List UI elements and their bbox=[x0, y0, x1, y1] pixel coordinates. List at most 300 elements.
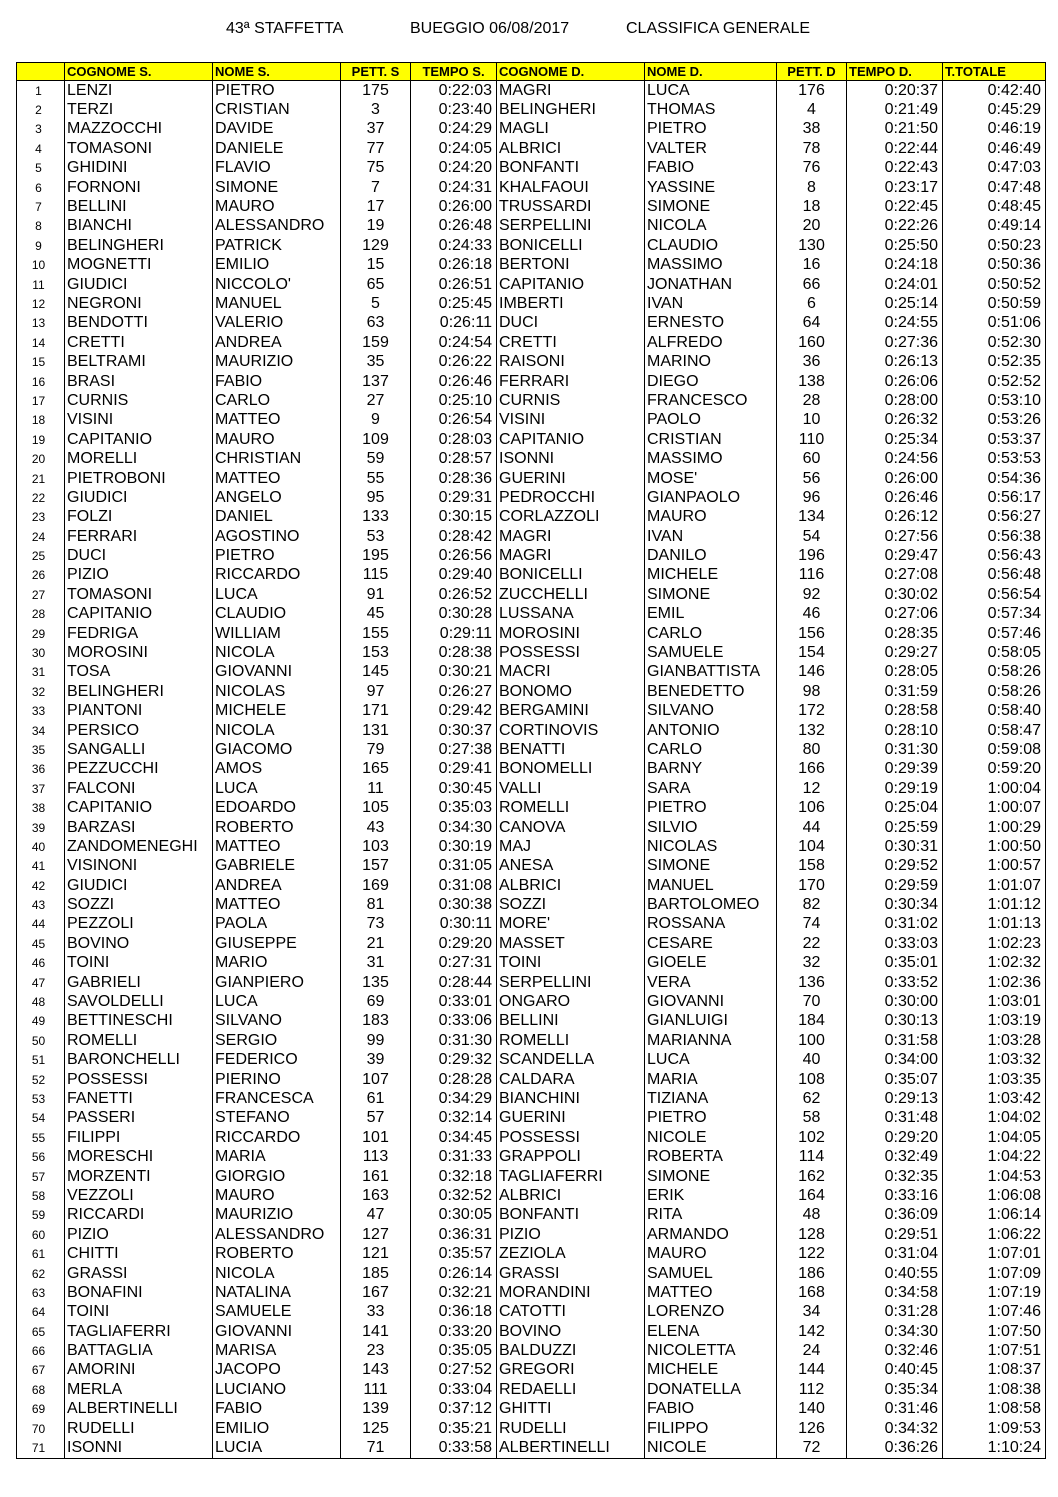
cell-rank: 30 bbox=[17, 643, 65, 662]
cell-bib-d: 4 bbox=[777, 100, 847, 119]
cell-name-d: ELENA bbox=[645, 1322, 777, 1341]
cell-surname-s: ROMELLI bbox=[65, 1031, 213, 1050]
cell-rank: 6 bbox=[17, 178, 65, 197]
cell-name-d: CESARE bbox=[645, 934, 777, 953]
cell-total-time: 1:03:35 bbox=[943, 1070, 1046, 1089]
cell-name-d: NICOLETTA bbox=[645, 1341, 777, 1360]
cell-surname-d: CURNIS bbox=[497, 391, 645, 410]
cell-surname-d: ROMELLI bbox=[497, 1031, 645, 1050]
cell-rank: 23 bbox=[17, 508, 65, 527]
cell-rank: 5 bbox=[17, 159, 65, 178]
cell-surname-d: ONGARO bbox=[497, 992, 645, 1011]
table-row bbox=[17, 527, 1046, 546]
cell-name-d: MATTEO bbox=[645, 1283, 777, 1302]
cell-surname-d: VISINI bbox=[497, 411, 645, 430]
results-body bbox=[17, 81, 1046, 1459]
cell-name-d: FABIO bbox=[645, 159, 777, 178]
col-header-surname-d: COGNOME D. bbox=[497, 63, 645, 81]
cell-bib-s: 37 bbox=[341, 120, 411, 139]
table-row bbox=[17, 1438, 1046, 1458]
cell-rank: 42 bbox=[17, 876, 65, 895]
cell-time-s: 0:26:51 bbox=[411, 275, 497, 294]
cell-rank: 38 bbox=[17, 798, 65, 817]
cell-bib-d: 56 bbox=[777, 469, 847, 488]
cell-surname-s: FERRARI bbox=[65, 527, 213, 546]
cell-surname-d: FERRARI bbox=[497, 372, 645, 391]
cell-surname-s: BELLINI bbox=[65, 197, 213, 216]
cell-surname-d: SCANDELLA bbox=[497, 1051, 645, 1070]
cell-surname-s: FOLZI bbox=[65, 508, 213, 527]
cell-rank: 14 bbox=[17, 333, 65, 352]
cell-time-d: 0:40:45 bbox=[847, 1361, 943, 1380]
cell-bib-s: 165 bbox=[341, 760, 411, 779]
cell-rank: 45 bbox=[17, 934, 65, 953]
cell-time-d: 0:22:45 bbox=[847, 197, 943, 216]
cell-surname-s: BOVINO bbox=[65, 934, 213, 953]
cell-bib-s: 69 bbox=[341, 992, 411, 1011]
cell-total-time: 0:53:10 bbox=[943, 391, 1046, 410]
cell-bib-s: 135 bbox=[341, 973, 411, 992]
cell-name-s: LUCA bbox=[213, 585, 341, 604]
cell-rank: 34 bbox=[17, 721, 65, 740]
cell-name-d: RITA bbox=[645, 1206, 777, 1225]
table-row bbox=[17, 391, 1046, 410]
cell-bib-s: 185 bbox=[341, 1264, 411, 1283]
cell-surname-s: BARONCHELLI bbox=[65, 1051, 213, 1070]
cell-surname-s: NEGRONI bbox=[65, 294, 213, 313]
cell-surname-s: GIUDICI bbox=[65, 275, 213, 294]
cell-name-d: ALFREDO bbox=[645, 333, 777, 352]
cell-name-s: GIANPIERO bbox=[213, 973, 341, 992]
cell-total-time: 0:45:29 bbox=[943, 100, 1046, 119]
cell-rank: 47 bbox=[17, 973, 65, 992]
cell-bib-s: 169 bbox=[341, 876, 411, 895]
cell-total-time: 0:57:46 bbox=[943, 624, 1046, 643]
cell-bib-s: 19 bbox=[341, 217, 411, 236]
cell-surname-s: BONAFINI bbox=[65, 1283, 213, 1302]
cell-surname-d: BONICELLI bbox=[497, 566, 645, 585]
cell-bib-d: 54 bbox=[777, 527, 847, 546]
cell-surname-s: CURNIS bbox=[65, 391, 213, 410]
cell-bib-d: 34 bbox=[777, 1303, 847, 1322]
cell-rank: 18 bbox=[17, 411, 65, 430]
cell-surname-s: BARZASI bbox=[65, 818, 213, 837]
cell-bib-d: 156 bbox=[777, 624, 847, 643]
cell-surname-s: DUCI bbox=[65, 546, 213, 565]
cell-name-d: MARIANNA bbox=[645, 1031, 777, 1050]
cell-time-d: 0:33:03 bbox=[847, 934, 943, 953]
cell-name-s: ALESSANDRO bbox=[213, 217, 341, 236]
cell-name-d: MASSIMO bbox=[645, 256, 777, 275]
cell-time-s: 0:35:57 bbox=[411, 1244, 497, 1263]
table-row bbox=[17, 1128, 1046, 1147]
cell-total-time: 1:08:38 bbox=[943, 1380, 1046, 1399]
cell-bib-d: 78 bbox=[777, 139, 847, 158]
cell-surname-s: TOINI bbox=[65, 954, 213, 973]
cell-name-s: DANIEL bbox=[213, 508, 341, 527]
cell-name-d: ANTONIO bbox=[645, 721, 777, 740]
cell-bib-d: 146 bbox=[777, 663, 847, 682]
table-row bbox=[17, 585, 1046, 604]
cell-surname-s: CHITTI bbox=[65, 1244, 213, 1263]
col-header-name-s: NOME S. bbox=[213, 63, 341, 81]
cell-bib-d: 104 bbox=[777, 837, 847, 856]
cell-time-d: 0:29:59 bbox=[847, 876, 943, 895]
cell-total-time: 0:58:26 bbox=[943, 663, 1046, 682]
cell-surname-s: PEZZUCCHI bbox=[65, 760, 213, 779]
cell-time-d: 0:28:35 bbox=[847, 624, 943, 643]
cell-surname-d: ALBRICI bbox=[497, 139, 645, 158]
cell-name-d: YASSINE bbox=[645, 178, 777, 197]
cell-rank: 67 bbox=[17, 1361, 65, 1380]
table-row bbox=[17, 1244, 1046, 1263]
table-row bbox=[17, 1341, 1046, 1360]
cell-time-s: 0:25:10 bbox=[411, 391, 497, 410]
cell-name-d: ROSSANA bbox=[645, 915, 777, 934]
cell-time-d: 0:22:26 bbox=[847, 217, 943, 236]
cell-time-s: 0:34:29 bbox=[411, 1089, 497, 1108]
cell-surname-d: BONOMELLI bbox=[497, 760, 645, 779]
table-row bbox=[17, 256, 1046, 275]
cell-rank: 11 bbox=[17, 275, 65, 294]
cell-bib-d: 22 bbox=[777, 934, 847, 953]
cell-time-d: 0:23:17 bbox=[847, 178, 943, 197]
cell-surname-d: IMBERTI bbox=[497, 294, 645, 313]
cell-time-s: 0:35:05 bbox=[411, 1341, 497, 1360]
cell-total-time: 1:01:07 bbox=[943, 876, 1046, 895]
cell-rank: 25 bbox=[17, 546, 65, 565]
cell-surname-d: GUERINI bbox=[497, 469, 645, 488]
cell-total-time: 1:04:22 bbox=[943, 1147, 1046, 1166]
cell-bib-s: 43 bbox=[341, 818, 411, 837]
cell-rank: 62 bbox=[17, 1264, 65, 1283]
cell-surname-d: GHITTI bbox=[497, 1400, 645, 1419]
cell-time-s: 0:34:45 bbox=[411, 1128, 497, 1147]
cell-surname-s: GIUDICI bbox=[65, 488, 213, 507]
cell-total-time: 1:08:37 bbox=[943, 1361, 1046, 1380]
table-row bbox=[17, 294, 1046, 313]
cell-rank: 68 bbox=[17, 1380, 65, 1399]
cell-surname-s: FALCONI bbox=[65, 779, 213, 798]
table-row bbox=[17, 702, 1046, 721]
cell-bib-d: 74 bbox=[777, 915, 847, 934]
cell-surname-s: GABRIELI bbox=[65, 973, 213, 992]
cell-name-d: BENEDETTO bbox=[645, 682, 777, 701]
cell-name-d: MANUEL bbox=[645, 876, 777, 895]
cell-name-s: ROBERTO bbox=[213, 818, 341, 837]
cell-surname-d: GREGORI bbox=[497, 1361, 645, 1380]
cell-time-d: 0:25:50 bbox=[847, 236, 943, 255]
cell-time-d: 0:30:31 bbox=[847, 837, 943, 856]
cell-time-s: 0:32:18 bbox=[411, 1167, 497, 1186]
cell-name-d: ERIK bbox=[645, 1186, 777, 1205]
cell-bib-s: 139 bbox=[341, 1400, 411, 1419]
cell-total-time: 0:53:37 bbox=[943, 430, 1046, 449]
cell-bib-s: 73 bbox=[341, 915, 411, 934]
cell-bib-d: 58 bbox=[777, 1109, 847, 1128]
table-row bbox=[17, 100, 1046, 119]
cell-name-s: WILLIAM bbox=[213, 624, 341, 643]
cell-bib-s: 157 bbox=[341, 857, 411, 876]
cell-surname-s: FEDRIGA bbox=[65, 624, 213, 643]
cell-time-s: 0:24:31 bbox=[411, 178, 497, 197]
cell-bib-d: 8 bbox=[777, 178, 847, 197]
cell-bib-s: 9 bbox=[341, 411, 411, 430]
cell-bib-s: 5 bbox=[341, 294, 411, 313]
cell-bib-s: 33 bbox=[341, 1303, 411, 1322]
cell-name-d: MOSE' bbox=[645, 469, 777, 488]
cell-surname-s: TOMASONI bbox=[65, 585, 213, 604]
cell-bib-s: 167 bbox=[341, 1283, 411, 1302]
cell-name-s: MANUEL bbox=[213, 294, 341, 313]
table-row bbox=[17, 837, 1046, 856]
cell-time-s: 0:26:46 bbox=[411, 372, 497, 391]
table-row bbox=[17, 954, 1046, 973]
cell-total-time: 0:42:40 bbox=[943, 81, 1046, 101]
cell-surname-d: GRAPPOLI bbox=[497, 1147, 645, 1166]
cell-surname-s: ALBERTINELLI bbox=[65, 1400, 213, 1419]
cell-surname-s: GRASSI bbox=[65, 1264, 213, 1283]
cell-bib-d: 144 bbox=[777, 1361, 847, 1380]
cell-bib-d: 106 bbox=[777, 798, 847, 817]
cell-time-d: 0:29:47 bbox=[847, 546, 943, 565]
cell-name-s: AGOSTINO bbox=[213, 527, 341, 546]
cell-surname-d: GRASSI bbox=[497, 1264, 645, 1283]
cell-total-time: 1:02:36 bbox=[943, 973, 1046, 992]
cell-name-s: SIMONE bbox=[213, 178, 341, 197]
cell-total-time: 0:50:23 bbox=[943, 236, 1046, 255]
cell-bib-d: 82 bbox=[777, 895, 847, 914]
cell-rank: 32 bbox=[17, 682, 65, 701]
cell-time-s: 0:29:42 bbox=[411, 702, 497, 721]
cell-bib-s: 57 bbox=[341, 1109, 411, 1128]
cell-rank: 12 bbox=[17, 294, 65, 313]
cell-total-time: 1:06:22 bbox=[943, 1225, 1046, 1244]
cell-time-s: 0:31:08 bbox=[411, 876, 497, 895]
table-row bbox=[17, 973, 1046, 992]
cell-total-time: 1:04:02 bbox=[943, 1109, 1046, 1128]
table-row bbox=[17, 798, 1046, 817]
col-header-bib-d: PETT. D bbox=[777, 63, 847, 81]
table-row bbox=[17, 876, 1046, 895]
table-row bbox=[17, 992, 1046, 1011]
cell-bib-d: 40 bbox=[777, 1051, 847, 1070]
cell-bib-s: 113 bbox=[341, 1147, 411, 1166]
cell-surname-s: BELINGHERI bbox=[65, 236, 213, 255]
cell-surname-d: BELINGHERI bbox=[497, 100, 645, 119]
cell-name-s: PIERINO bbox=[213, 1070, 341, 1089]
cell-bib-s: 65 bbox=[341, 275, 411, 294]
col-header-time-d: TEMPO D. bbox=[847, 63, 943, 81]
cell-surname-d: ROMELLI bbox=[497, 798, 645, 817]
cell-rank: 20 bbox=[17, 449, 65, 468]
table-row bbox=[17, 1400, 1046, 1419]
cell-surname-s: TERZI bbox=[65, 100, 213, 119]
cell-total-time: 0:54:36 bbox=[943, 469, 1046, 488]
cell-surname-d: MACRI bbox=[497, 663, 645, 682]
cell-time-s: 0:28:28 bbox=[411, 1070, 497, 1089]
table-row bbox=[17, 760, 1046, 779]
table-row bbox=[17, 895, 1046, 914]
cell-time-s: 0:30:19 bbox=[411, 837, 497, 856]
cell-name-s: DAVIDE bbox=[213, 120, 341, 139]
cell-bib-d: 164 bbox=[777, 1186, 847, 1205]
cell-rank: 53 bbox=[17, 1089, 65, 1108]
cell-time-s: 0:26:00 bbox=[411, 197, 497, 216]
cell-surname-d: VALLI bbox=[497, 779, 645, 798]
cell-bib-s: 159 bbox=[341, 333, 411, 352]
cell-name-s: EMILIO bbox=[213, 1419, 341, 1438]
cell-time-s: 0:30:21 bbox=[411, 663, 497, 682]
cell-surname-s: BETTINESCHI bbox=[65, 1012, 213, 1031]
cell-surname-d: SERPELLINI bbox=[497, 217, 645, 236]
cell-total-time: 1:01:12 bbox=[943, 895, 1046, 914]
cell-surname-d: MAGRI bbox=[497, 81, 645, 101]
table-row bbox=[17, 1186, 1046, 1205]
cell-surname-s: AMORINI bbox=[65, 1361, 213, 1380]
cell-bib-s: 161 bbox=[341, 1167, 411, 1186]
cell-time-s: 0:33:06 bbox=[411, 1012, 497, 1031]
cell-total-time: 0:52:35 bbox=[943, 352, 1046, 371]
cell-time-s: 0:28:36 bbox=[411, 469, 497, 488]
cell-total-time: 0:59:20 bbox=[943, 760, 1046, 779]
cell-bib-s: 91 bbox=[341, 585, 411, 604]
cell-total-time: 1:04:05 bbox=[943, 1128, 1046, 1147]
cell-name-s: LUCIA bbox=[213, 1438, 341, 1458]
cell-time-s: 0:35:21 bbox=[411, 1419, 497, 1438]
cell-time-s: 0:24:54 bbox=[411, 333, 497, 352]
cell-name-s: NICOLA bbox=[213, 721, 341, 740]
cell-total-time: 1:03:19 bbox=[943, 1012, 1046, 1031]
cell-bib-s: 153 bbox=[341, 643, 411, 662]
event-title: 43ª STAFFETTA bbox=[226, 20, 344, 37]
cell-surname-s: LENZI bbox=[65, 81, 213, 101]
cell-time-d: 0:30:13 bbox=[847, 1012, 943, 1031]
cell-name-s: PIETRO bbox=[213, 81, 341, 101]
cell-rank: 27 bbox=[17, 585, 65, 604]
cell-time-d: 0:29:20 bbox=[847, 1128, 943, 1147]
cell-name-s: LUCA bbox=[213, 779, 341, 798]
cell-name-s: MATTEO bbox=[213, 411, 341, 430]
cell-name-s: GIORGIO bbox=[213, 1167, 341, 1186]
cell-bib-d: 36 bbox=[777, 352, 847, 371]
cell-surname-d: BONFANTI bbox=[497, 159, 645, 178]
cell-name-d: SIMONE bbox=[645, 197, 777, 216]
table-row bbox=[17, 469, 1046, 488]
cell-surname-s: ISONNI bbox=[65, 1438, 213, 1458]
cell-surname-s: CAPITANIO bbox=[65, 798, 213, 817]
table-row bbox=[17, 1109, 1046, 1128]
cell-total-time: 1:03:32 bbox=[943, 1051, 1046, 1070]
cell-surname-s: SAVOLDELLI bbox=[65, 992, 213, 1011]
cell-rank: 54 bbox=[17, 1109, 65, 1128]
cell-total-time: 0:58:05 bbox=[943, 643, 1046, 662]
cell-surname-s: GHIDINI bbox=[65, 159, 213, 178]
cell-bib-s: 75 bbox=[341, 159, 411, 178]
cell-name-d: SAMUELE bbox=[645, 643, 777, 662]
cell-rank: 4 bbox=[17, 139, 65, 158]
cell-name-s: GIACOMO bbox=[213, 740, 341, 759]
table-row bbox=[17, 314, 1046, 333]
cell-name-s: MAURO bbox=[213, 430, 341, 449]
cell-bib-s: 127 bbox=[341, 1225, 411, 1244]
cell-surname-d: MORANDINI bbox=[497, 1283, 645, 1302]
cell-bib-d: 132 bbox=[777, 721, 847, 740]
table-row bbox=[17, 546, 1046, 565]
cell-rank: 10 bbox=[17, 256, 65, 275]
cell-surname-s: VEZZOLI bbox=[65, 1186, 213, 1205]
cell-total-time: 1:07:46 bbox=[943, 1303, 1046, 1322]
cell-rank: 37 bbox=[17, 779, 65, 798]
cell-total-time: 1:00:29 bbox=[943, 818, 1046, 837]
table-row bbox=[17, 1322, 1046, 1341]
cell-surname-d: BERGAMINI bbox=[497, 702, 645, 721]
cell-time-d: 0:36:26 bbox=[847, 1438, 943, 1458]
cell-time-s: 0:31:30 bbox=[411, 1031, 497, 1050]
cell-surname-d: CATOTTI bbox=[497, 1303, 645, 1322]
cell-bib-s: 195 bbox=[341, 546, 411, 565]
cell-time-d: 0:31:48 bbox=[847, 1109, 943, 1128]
cell-surname-s: PASSERI bbox=[65, 1109, 213, 1128]
cell-surname-d: ALBERTINELLI bbox=[497, 1438, 645, 1458]
cell-name-s: CARLO bbox=[213, 391, 341, 410]
cell-time-d: 0:26:46 bbox=[847, 488, 943, 507]
cell-rank: 9 bbox=[17, 236, 65, 255]
cell-time-d: 0:35:07 bbox=[847, 1070, 943, 1089]
cell-rank: 21 bbox=[17, 469, 65, 488]
cell-bib-d: 196 bbox=[777, 546, 847, 565]
cell-bib-d: 70 bbox=[777, 992, 847, 1011]
cell-surname-d: ZEZIOLA bbox=[497, 1244, 645, 1263]
cell-time-s: 0:27:31 bbox=[411, 954, 497, 973]
cell-rank: 48 bbox=[17, 992, 65, 1011]
table-row bbox=[17, 430, 1046, 449]
cell-time-s: 0:37:12 bbox=[411, 1400, 497, 1419]
col-header-surname-s: COGNOME S. bbox=[65, 63, 213, 81]
table-row bbox=[17, 333, 1046, 352]
cell-time-d: 0:30:02 bbox=[847, 585, 943, 604]
cell-bib-s: 35 bbox=[341, 352, 411, 371]
cell-time-s: 0:28:57 bbox=[411, 449, 497, 468]
cell-rank: 55 bbox=[17, 1128, 65, 1147]
cell-time-s: 0:34:30 bbox=[411, 818, 497, 837]
cell-time-s: 0:26:18 bbox=[411, 256, 497, 275]
col-header-time-s: TEMPO S. bbox=[411, 63, 497, 81]
cell-time-d: 0:22:44 bbox=[847, 139, 943, 158]
cell-bib-d: 114 bbox=[777, 1147, 847, 1166]
cell-time-d: 0:24:01 bbox=[847, 275, 943, 294]
cell-name-d: GIANPAOLO bbox=[645, 488, 777, 507]
cell-time-d: 0:31:28 bbox=[847, 1303, 943, 1322]
cell-name-d: MICHELE bbox=[645, 566, 777, 585]
cell-total-time: 1:03:01 bbox=[943, 992, 1046, 1011]
cell-total-time: 0:50:36 bbox=[943, 256, 1046, 275]
table-row bbox=[17, 721, 1046, 740]
cell-rank: 2 bbox=[17, 100, 65, 119]
cell-name-d: PAOLO bbox=[645, 411, 777, 430]
cell-rank: 39 bbox=[17, 818, 65, 837]
table-row bbox=[17, 1361, 1046, 1380]
cell-time-s: 0:23:40 bbox=[411, 100, 497, 119]
cell-time-d: 0:33:16 bbox=[847, 1186, 943, 1205]
cell-bib-s: 59 bbox=[341, 449, 411, 468]
cell-name-d: EMIL bbox=[645, 605, 777, 624]
cell-name-s: MARIO bbox=[213, 954, 341, 973]
cell-time-d: 0:29:13 bbox=[847, 1089, 943, 1108]
cell-time-d: 0:29:39 bbox=[847, 760, 943, 779]
cell-total-time: 0:58:47 bbox=[943, 721, 1046, 740]
cell-total-time: 1:03:28 bbox=[943, 1031, 1046, 1050]
